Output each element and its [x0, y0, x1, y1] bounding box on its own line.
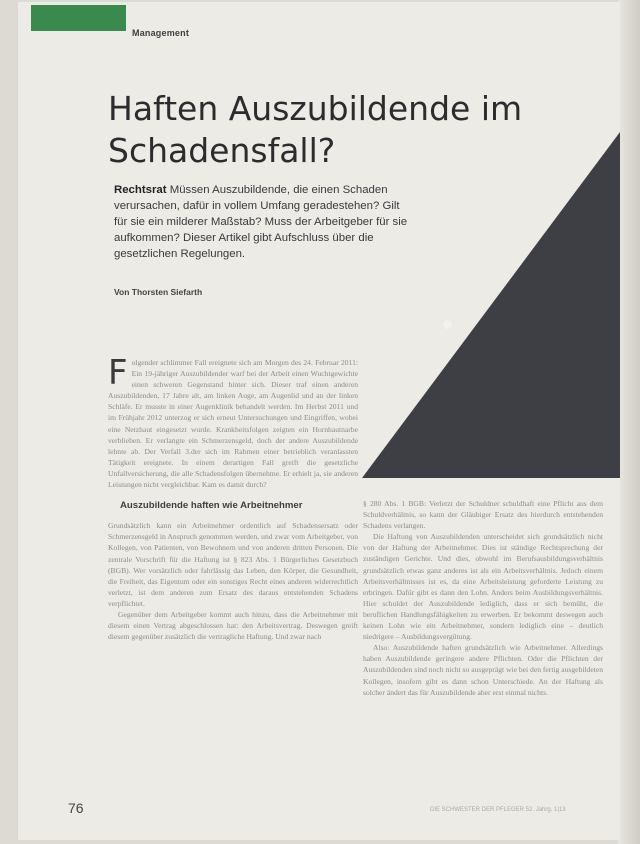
lead-text: Müssen Auszubildende, die einen Schaden verursachen, dafür in vollem Umfang geradestehen? Gilt für sie ein milderer Maßstab? Muss der Arbeitgeber für sie aufkommen? Dieser Artikel gibt Aufschluss über die gesetzlichen Regelungen.	[114, 184, 408, 260]
magazine-page	[18, 2, 620, 840]
intro-paragraph-text: olgender schlimmer Fall ereignete sich am Morgen des 24. Februar 2011: Ein 19-jähriger Auszubildender warf bei der Arbeit einen Wuchtgewichte einen schweren Gegenstand hinter sich. Dieser traf einen anderen Auszubildenden, 17 Jahre alt, am linken Auge, am Augenlid und an der linken Schläfe. Er musste in einer Augenklinik behandelt werden. Im Herbst 2011 und im Frühjahr 2012 unterzog er sich erneut Untersuchungen und Eingriffen, wobei eine Netzhaut eingesetzt wurde. Krankheitsfolgen zeigten ein Hornhautnarbe verblieben. Er verlangte ein Schmerzensgeld, doch der andere Auszubildende lehnte ab. Der Verfall 3.der sich im Rahmen einer betrieblich veranlassten Tätigkeit ereignete. In einem derartigen Fall greift die gesetzliche Unfallversicherung, die alle Schadensfolgen übernehme. Er erhielt ja, sie anderen Leistungen nicht vergleichbar. Kam es damit durch?	[108, 358, 358, 490]
body-column-left	[108, 353, 358, 642]
author-byline: Von Thorsten Siefarth	[114, 287, 203, 297]
body-column-right	[363, 498, 603, 698]
page-edge-shadow	[618, 0, 640, 844]
drop-cap: F	[108, 353, 128, 393]
section-label: Management	[132, 28, 190, 38]
body-paragraph: Also: Auszubildende haften grundsätzlich wie Arbeitnehmer. Allerdings haben Auszubildende geringere andere Pflichten. Oder die Pflichten der Auszubildenden sind noch nicht so ausgeprägt wie bei den fertig ausgebildeten Kollegen, insofern gibt es dann schon Unterschiede. An der Haftung als solcher ändert das für Auszubildende aber erst einmal nichts.	[363, 643, 603, 697]
intro-paragraph	[108, 353, 358, 490]
article-title: Haften Auszubildende im Schadensfall?	[108, 89, 523, 170]
article-lead	[114, 182, 414, 262]
body-paragraph: Gegenüber dem Arbeitgeber kommt auch hinzu, dass die Arbeitnehmer mit diesem einen Vertrag abgeschlossen hat: den Arbeitsvertrag. Deswegen greift diesem gegenüber zusätzlich die vertragliche Haftung. Und zwar nach	[108, 609, 358, 642]
page-number: 76	[68, 800, 84, 816]
body-paragraph: Die Haftung von Auszubildenden unterscheidet sich grundsätzlich nicht von der Haftung der Arbeitnehmer. Dies ist ständige Rechtsprechung der zuständigen Gerichte. Und dies, obwohl im Berufsausbildungsverhältnis grundsätzlich etwas ganz anderes ist als ein Arbeitsverhältnis. Jedoch einem Arbeitsverhältnisses ist es, da eine Arbeitsleistung geforderte Leistung zu erbringen. Dafür gibt es dann den Lohn. Anders beim Ausbildungsverhältnis. Hier schuldet der Auszubildende lediglich, dass er sich bemüht, die beruflichen Handlungsfähigkeiten zu erwerben. Er bekommt deswegen auch keinen Lohn wie ein Arbeitnehmer, sondern lediglich eine – deutlich niedrigere – Ausbildungsvergütung.	[363, 532, 603, 642]
body-paragraph: Grundsätzlich kann ein Arbeitnehmer ordentlich auf Schadensersatz oder Schmerzensgeld in Anspruch genommen werden, und zwar vom Arbeitgeber, von Kollegen, von Patienten, von Bewohnern und von anderen dritten Personen. Die zentrale Vorschrift für die Haftung ist § 823 Abs. 1 Bürgerliches Gesetzbuch (BGB). Wer vorsätzlich oder fahrlässig das Leben, den Körper, die Gesundheit, die Freiheit, das Eigentum oder ein sonstiges Recht eines anderen widerrechtlich verletzt, ist dem anderen zum Ersatz des daraus entstehenden Schadens verpflichtet.	[108, 521, 358, 608]
body-paragraph: § 280 Abs. 1 BGB: Verletzt der Schuldner schuldhaft eine Pflicht aus dem Schuldverhältnis, so kann der Gläubiger Ersatz des hierdurch entstehenden Schadens verlangen.	[363, 499, 603, 531]
publication-footer: DIE SCHWESTER DER PFLEGER 52. Jahrg. 1|13	[430, 807, 566, 813]
decorative-dot	[443, 320, 452, 329]
subheading: Auszubildende haften wie Arbeitnehmer	[120, 500, 303, 512]
section-color-bar	[31, 5, 126, 31]
lead-label: Rechtsrat	[114, 184, 167, 196]
